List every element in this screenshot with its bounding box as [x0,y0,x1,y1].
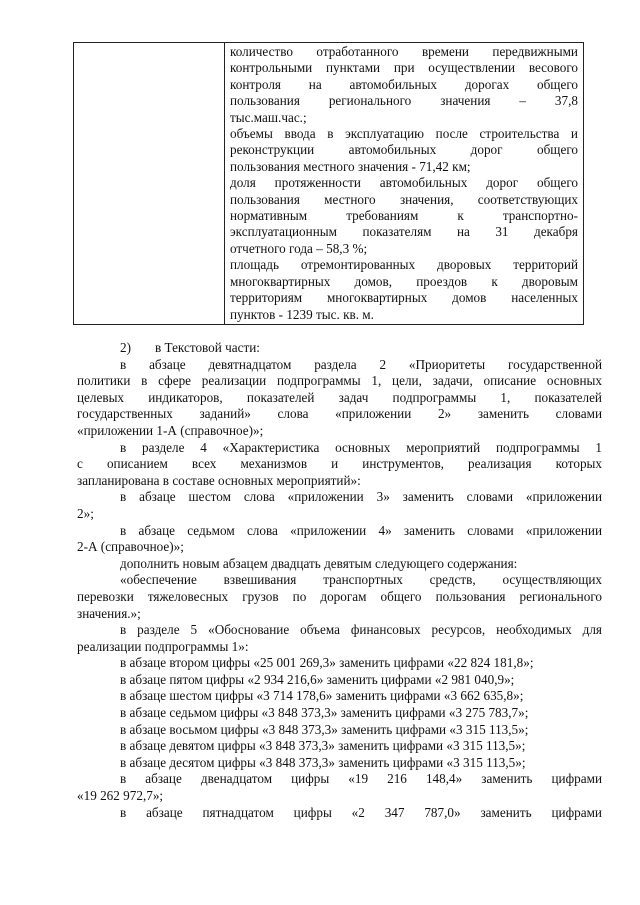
text-line: в абзаце седьмом слова «приложении 4» заменить словами «приложении [120,522,602,538]
document-body [77,340,602,821]
text-line: в абзаце двенадцатом цифры «19 216 148,4» заменить цифрами [120,771,602,787]
text-line: запланирована в составе основных мероприятий»: [77,472,361,488]
table-cell-line: контроля на автомобильных дорогах общего [230,76,578,92]
text-line: дополнить новым абзацем двадцать девятым следующего содержания: [120,555,518,571]
item-number: 2) [120,340,131,355]
text-line: в абзаце шестом цифры «3 714 178,6» заменить цифрами «3 662 635,8»; [120,688,524,704]
text-line: в абзаце втором цифры «25 001 269,3» заменить цифрами «22 824 181,8»; [120,655,534,671]
list-item-header [77,340,602,357]
table-cell-line: пользования регионального значения – 37,8 [230,93,578,109]
text-line: реализации подпрограммы 1»: [77,638,249,654]
text-line: в абзаце девятнадцатом раздела 2 «Приоритеты государственной [120,356,602,372]
table-cell-line: объемы ввода в эксплуатацию после строительства и [230,126,578,142]
item-title: в Текстовой части: [155,340,260,355]
text-line: с описанием всех механизмов и инструментов, реализация которых [77,456,602,472]
table-cell-line: нормативным требованиям к транспортно- [230,208,578,224]
text-line: перевозки тяжеловесных грузов по дорогам общего пользования регионального [77,588,602,604]
text-line: 2»; [77,505,94,521]
table-cell-line: пунктов - 1239 тыс. кв. м. [230,306,374,322]
table-cell-line: отчетного года – 58,3 %; [230,240,368,256]
text-line: в абзаце пятом цифры «2 934 216,6» заменить цифрами «2 981 040,9»; [120,671,515,687]
text-line: в абзаце седьмом цифры «3 848 373,3» заменить цифрами «3 275 783,7»; [120,705,529,721]
text-line: в абзаце девятом цифры «3 848 373,3» заменить цифрами «3 315 113,5»; [120,738,526,754]
text-line: в абзаце пятнадцатом цифры «2 347 787,0» заменить цифрами [120,804,602,820]
table-cell-line: контрольными пунктами при осуществлении весового [230,60,578,76]
table-cell-line: реконструкции автомобильных дорог общего [230,142,578,158]
text-line: в абзаце десятом цифры «3 848 373,3» заменить цифрами «3 315 113,5»; [120,754,526,770]
text-line: значения.»; [77,605,141,621]
table-cell-line: доля протяженности автомобильных дорог общего [230,175,578,191]
table-cell-indicators [225,43,584,325]
table-cell-line: эксплуатационным показателям на 31 декабря [230,224,578,240]
text-line: политики в сфере реализации подпрограммы 1, цели, задачи, описание основных [77,373,602,389]
table-cell-line: тыс.маш.час.; [230,109,307,125]
text-line: в разделе 4 «Характеристика основных мероприятий подпрограммы 1 [120,439,602,455]
table-row [74,43,584,325]
text-line: в абзаце шестом слова «приложении 3» заменить словами «приложении [120,489,602,505]
text-line: «обеспечение взвешивания транспортных средств, осуществляющих [120,572,602,588]
text-line: в абзаце восьмом цифры «3 848 373,3» заменить цифрами «3 315 113,5»; [120,721,529,737]
table-cell-line: пользования местного значения, соответствующих [230,191,578,207]
table-cell-empty [74,43,225,325]
text-line: 2-А (справочное)»; [77,539,184,555]
table-cell-line: многоквартирных домов, проездов к дворовым [230,273,578,289]
text-line: целевых индикаторов, показателей задач подпрограммы 1, показателей [77,389,602,405]
text-line: государственных заданий» слова «приложении 2» заменить словами [77,406,602,422]
table-cell-line: пользования местного значения - 71,42 км; [230,158,471,174]
table-cell-line: территориям многоквартирных домов населенных [230,290,578,306]
indicator-table [73,42,584,325]
text-line: в разделе 5 «Обоснование объема финансовых ресурсов, необходимых для [120,622,602,638]
text-line: «приложении 1-А (справочное)»; [77,422,264,438]
table-cell-line: количество отработанного времени передвижными [230,44,578,59]
text-line: «19 262 972,7»; [77,788,164,804]
paragraph-lines [77,357,602,822]
table-cell-line: площадь отремонтированных дворовых территорий [230,257,578,273]
